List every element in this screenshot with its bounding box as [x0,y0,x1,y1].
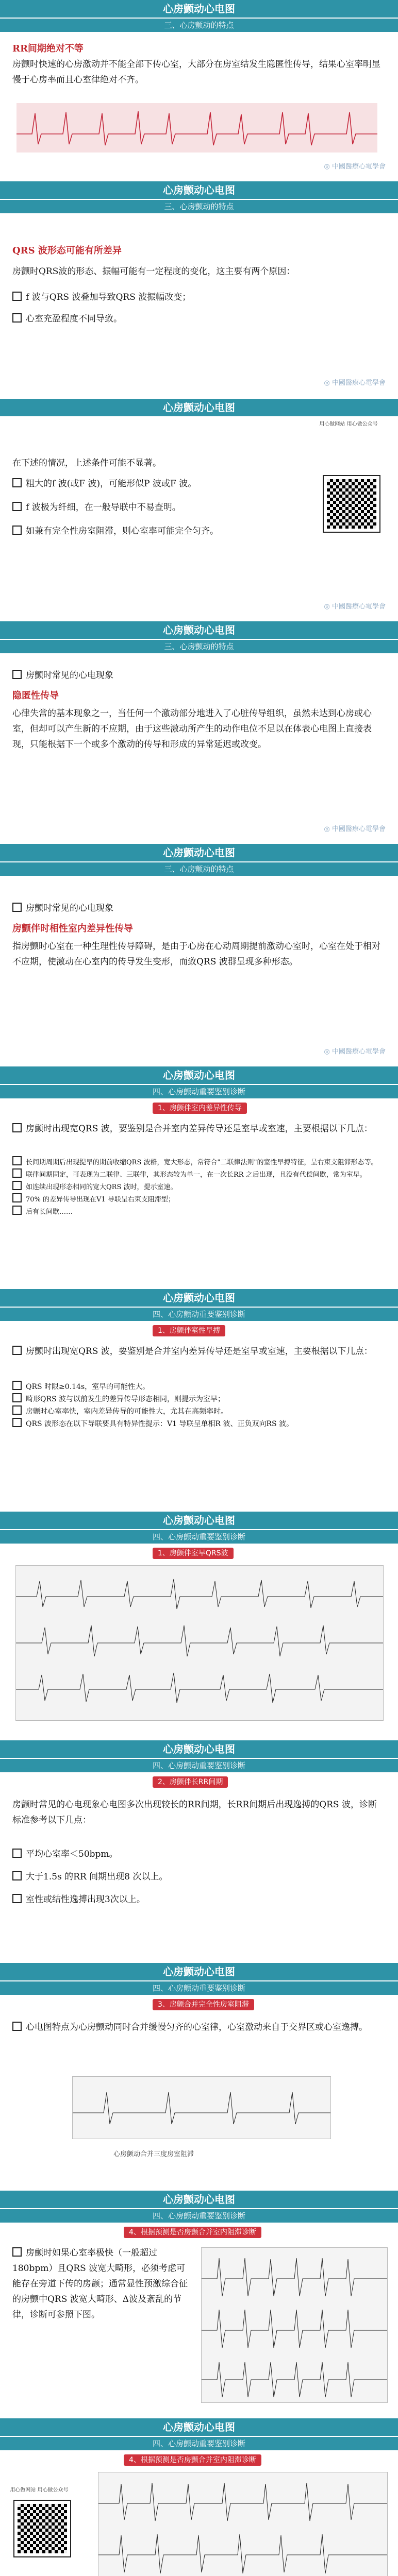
checkbox-icon [12,313,22,323]
slide-4 [0,621,398,838]
intro: 在下述的情况，上述条件可能不显著。 [12,458,161,468]
slide-title: 心房颤动心电图 [0,1512,398,1529]
slide-3 [0,399,398,615]
qr-caption: 用心做网站 用心做公众号 [10,2487,69,2493]
section-title: 三、心房颤动的特点 [0,18,398,32]
lead [12,1121,384,1137]
list-item [12,1869,168,1885]
list-item-text: 房颤时心室率快，室内差异传导的可能性大，尤其在高频率时。 [26,1408,228,1416]
list-item [12,901,113,916]
checkbox-icon [12,1206,22,1215]
checkbox-icon [12,1894,22,1903]
sub-heading: 4、根据预测是否房颤合并室内阻滞诊断 [124,2454,261,2466]
list-item [12,523,301,539]
list-item-text: 大于1.5s 的RR 间期出现8 次以上。 [26,1872,168,1882]
list-item-text: 后有长间歇…… [26,1208,73,1216]
slide-title: 心房颤动心电图 [0,0,398,18]
ecg-12-lead [15,1565,384,1721]
list-item [12,500,301,515]
slide-2 [0,181,398,393]
heading: 房颤伴时相性室内差异性传导 [12,923,133,934]
list-item [12,311,122,327]
list-item-text: 如连续出现形态相同的宽大QRS 波时，提示室速。 [26,1183,177,1191]
section-title: 四、心房颤动重要鉴别诊断 [0,2436,398,2450]
list-item [12,1206,384,1218]
checkbox-icon [12,1418,22,1427]
slide-title: 心房颤动心电图 [0,2418,398,2436]
qr-code [14,2501,70,2556]
slide-12 [0,2418,398,2576]
checkbox-icon [12,1405,22,1415]
checkbox-icon [12,2022,22,2031]
qr-caption: 用心做网站 用心做公众号 [319,421,378,427]
checkbox-icon [12,1156,22,1165]
criteria-list [12,1381,384,1430]
list-item-text: 房颤时常见的心电现象 [26,903,113,913]
list-item-text: QRS 波形态在以下导联要具有特异性提示：V1 导联呈单相R 波、正负双向RS 波。 [26,1420,294,1428]
list-item [12,1846,118,1862]
heading: QRS 波形态可能有所差异 [12,245,122,256]
slide-10 [0,1963,398,2184]
slide-title: 心房颤动心电图 [0,621,398,639]
checkbox-icon [12,1193,22,1202]
section-title: 三、心房颤动的特点 [0,861,398,876]
checkbox-icon [12,1871,22,1880]
list-item [12,290,191,305]
section-title: 四、心房颤动重要鉴别诊断 [0,1529,398,1544]
lead [12,1344,384,1359]
checkbox-icon [12,1849,22,1858]
watermark: ◎ 中國醫療心電學會 [324,1048,386,1056]
slide-7 [0,1289,398,1505]
body-text: 指房颤时心室在一种生理性传导障碍，是由于心房在心动周期提前激动心室时，心室在处于相对不应期，使激动在心室内的传导发生变形，而致QRS 波群呈现多种形态。 [12,941,380,967]
list-item-text: f 波极为纤细，在一般导联中不易查明。 [26,502,181,513]
lead-text: 房颤时出现宽QRS 波，要鉴别是合并室内差异传导还是室早或室速，主要根据以下几点： [26,1124,373,1134]
body-text: 房颤时快速的心房激动并不能全部下传心室，大部分在房室结发生隐匿性传导，结果心室率明显慢于心房率而且心室律绝对不齐。 [12,59,380,85]
list-item [12,1393,384,1405]
section-title: 三、心房颤动的特点 [0,639,398,653]
checkbox-icon [12,670,22,679]
heading: 隐匿性传导 [12,690,59,701]
sub-heading: 3、房颤合并完全性房室阻滞 [153,1999,254,2010]
checkbox-icon [12,1168,22,1178]
slide-title: 心房颤动心电图 [0,399,398,416]
lead-text: 房颤时如果心室率极快（一般超过180bpm）且QRS 波宽大畸形，必须考虑可能存在旁道下传的房颤；通常显性预激综合征的房颤中QRS 波宽大畸形、Δ波及紊乱的节律，诊断可参照下图。 [12,2248,188,2320]
list-item [12,1405,384,1418]
section-title: 四、心房颤动重要鉴别诊断 [0,1758,398,1772]
list-item [12,668,113,683]
list-item-text: 平均心室率＜50bpm。 [26,1849,118,1859]
lead-text: 房颤时出现宽QRS 波，要鉴别是合并室内差异传导还是室早或室速，主要根据以下几点： [26,1346,373,1357]
figure-caption: 心房颤动合并三度房室阻滞 [113,2150,194,2158]
list-item-text: 畸形QRS 波与以前发生的差异传导形态相同，则提示为室早； [26,1395,225,1403]
section-title: 四、心房颤动重要鉴别诊断 [0,1084,398,1098]
criteria-list [12,1156,384,1218]
list-item [12,1892,384,1907]
checkbox-icon [12,478,22,487]
checkbox-icon [12,1346,22,1355]
slide-title: 心房颤动心电图 [0,181,398,199]
list-item-text: 房颤时常见的心电现象 [26,670,113,681]
slide-5 [0,844,398,1060]
watermark: ◎ 中國醫療心電學會 [324,379,386,387]
checkbox-icon [12,1381,22,1390]
checkbox-icon [12,903,22,912]
checkbox-icon [12,1181,22,1190]
list-item-text: QRS 时限≥0.14s，室早的可能性大。 [26,1383,150,1391]
list-item-text: f 波与QRS 波叠加导致QRS 波振幅改变； [26,292,191,302]
list-item-text: 室性或结性逸搏出现3次以上。 [26,1894,145,1905]
checkbox-icon [12,1393,22,1402]
list-item-text: 心室充盈程度不同导致。 [26,314,122,324]
ecg-strip [16,103,377,152]
section-title: 四、心房颤动重要鉴别诊断 [0,1980,398,1995]
list-item-text: 如兼有完全性房室阻滞，则心室率可能完全匀齐。 [26,526,219,536]
list-item [12,1418,384,1430]
checkbox-icon [12,1123,22,1132]
slide-title: 心房颤动心电图 [0,2191,398,2208]
slide-title: 心房颤动心电图 [0,1963,398,1980]
slide-title: 心房颤动心电图 [0,1066,398,1084]
ecg-12-lead [98,2472,388,2576]
section-title: 四、心房颤动重要鉴别诊断 [0,2208,398,2223]
intro: 房颤时QRS波的形态、振幅可能有一定程度的变化，这主要有两个原因： [12,266,295,277]
ecg-strip [72,2076,331,2139]
list-item [12,1168,384,1181]
slide-6 [0,1066,398,1283]
section-title: 三、心房颤动的特点 [0,199,398,213]
checkbox-icon [12,502,22,511]
lead: 房颤时常见的心电现象心电图多次出现较长的RR间期，长RR间期后出现逸搏的QRS 波，诊断标准参考以下几点： [12,1800,377,1825]
sub-heading: 1、房颤伴室性早搏 [153,1325,225,1336]
slide-8 [0,1512,398,1734]
list-item-text: 70% 的差异传导出现在V1 导联呈右束支阻滞型； [26,1196,175,1204]
checkbox-icon [12,292,22,301]
sub-heading: 2、房颤伴长RR间期 [153,1776,228,1788]
sub-heading: 1、房颤伴室早QRS波 [153,1548,234,1559]
slide-title: 心房颤动心电图 [0,1740,398,1758]
list-item-text: 长间期周期后出现提早的期前收缩QRS 波群，宽大形态，常符合"二联律法则"的室性早搏特征，呈右束支阻滞形态等。 [26,1159,378,1166]
sub-heading: 4、根据预测是否房颤合并室内阻滞诊断 [124,2227,261,2238]
list-item-text: 联律间期固定，可表现为二联律、三联律，其形态较为单一，在一次长RR 之后出现，且没有代偿间歇，常为室早。 [26,1171,367,1179]
list-item [12,476,301,492]
body-text: 心律失常的基本现象之一，当任何一个激动部分地进入了心脏传导组织，虽然未达到心房或心室，但却可以产生新的不应期，由于这些激动所产生的动作电位不足以在体表心电图上直接表现，只能根据下一个或多个激动的传导和形成的异常延迟或改变。 [12,708,372,750]
list-item [12,1181,384,1193]
list-item [12,1193,384,1206]
lead-text: 心电图特点为心房颤动同时合并缓慢匀齐的心室律，心室激动来自于交界区或心室逸搏。 [26,2022,368,2032]
heading: RR间期绝对不等 [12,43,84,54]
watermark: ◎ 中國醫療心電學會 [324,163,386,171]
slide-11 [0,2191,398,2412]
list-item [12,1381,384,1393]
lead [12,2020,384,2035]
watermark: ◎ 中國醫療心電學會 [324,603,386,611]
watermark: ◎ 中國醫療心電學會 [324,825,386,833]
slide-1 [0,0,398,175]
slide-title: 心房颤动心电图 [0,844,398,861]
section-title: 四、心房颤动重要鉴别诊断 [0,1307,398,1321]
lead [12,2245,188,2323]
qr-code [324,476,379,532]
list-item-text: 粗大的f 波(或F 波)，可能形似P 波或F 波。 [26,479,197,489]
list-item [12,1156,384,1168]
slide-title: 心房颤动心电图 [0,1289,398,1307]
slide-9 [0,1740,398,1957]
checkbox-icon [12,2247,22,2257]
checkbox-icon [12,526,22,535]
sub-heading: 1、房颤伴室内差异性传导 [153,1103,247,1114]
ecg-12-lead [201,2247,388,2403]
